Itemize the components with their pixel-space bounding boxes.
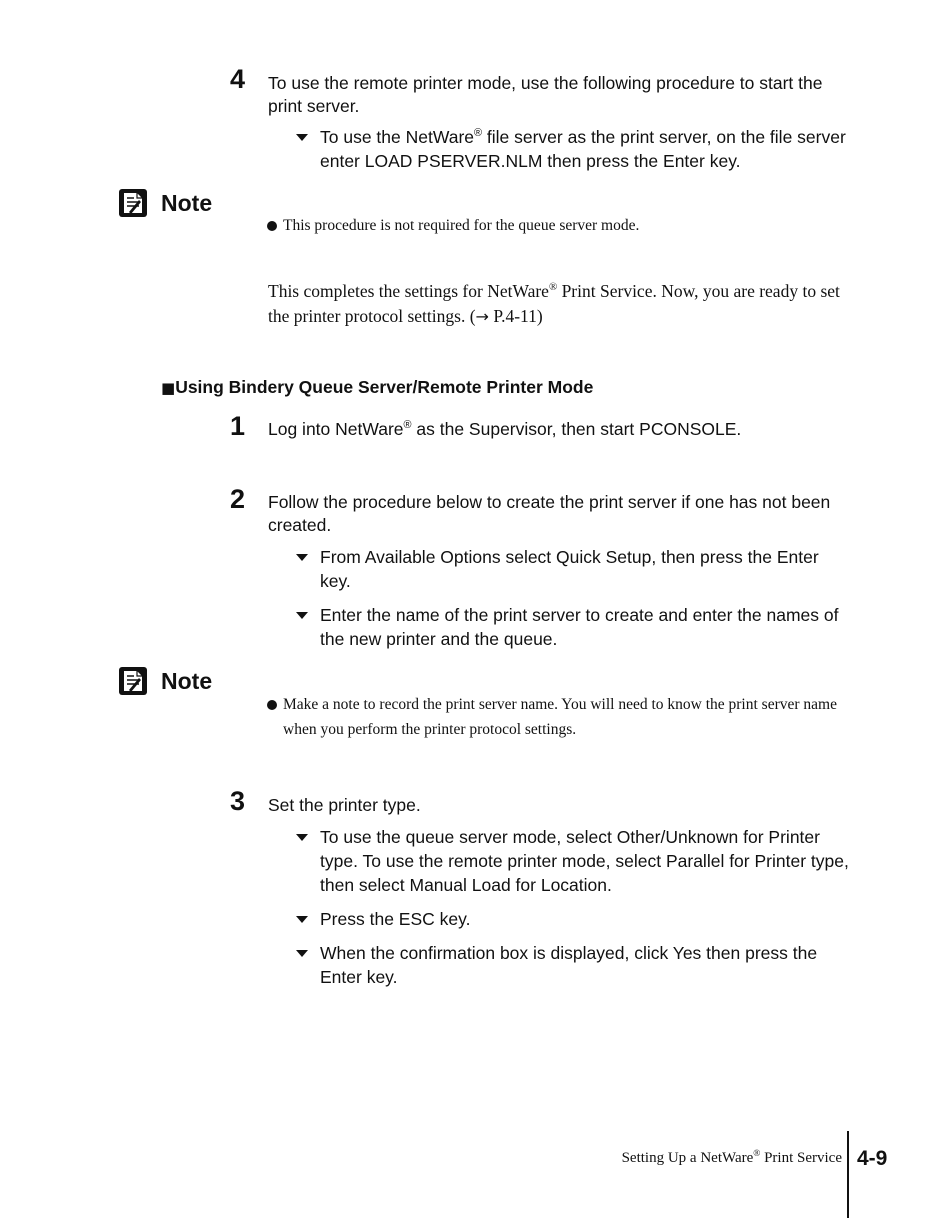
- list-item: To use the queue server mode, select Other/Unknown for Printer type. To use the remote printer mode, select Parallel for Printer type, then select Manual Load for Location.: [320, 825, 850, 897]
- list-item: To use the NetWare® file server as the print server, on the file server enter LOAD PSERVER.NLM then press the Enter key.: [320, 125, 850, 173]
- triangle-bullet-icon: [296, 834, 308, 841]
- arrow-right-icon: →: [475, 307, 489, 326]
- bullet-dot-icon: [267, 700, 277, 710]
- triangle-bullet-icon: [296, 950, 308, 957]
- list-item: This procedure is not required for the queue server mode.: [283, 213, 843, 238]
- triangle-bullet-icon: [296, 612, 308, 619]
- list-item: When the confirmation box is displayed, click Yes then press the Enter key.: [320, 941, 850, 989]
- list-item: Press the ESC key.: [320, 907, 850, 931]
- square-bullet-icon: ■: [161, 379, 176, 397]
- note-label: Note: [161, 668, 213, 694]
- footer-divider: [847, 1131, 849, 1218]
- list-item: Enter the name of the print server to create and enter the names of the new printer and the queue.: [320, 603, 850, 651]
- step-number: 4: [230, 64, 246, 94]
- list-item: From Available Options select Quick Setup, then press the Enter key.: [320, 545, 850, 593]
- completion-paragraph: This completes the settings for NetWare® Print Service. Now, you are ready to set the printer protocol settings. (→ P.4-11): [268, 281, 840, 326]
- list-item: Make a note to record the print server name. You will need to know the print server name when you perform the printer protocol settings.: [283, 692, 845, 742]
- page-number: 4-9: [857, 1147, 888, 1170]
- step-number: 3: [230, 786, 246, 816]
- step-text: Follow the procedure below to create the print server if one has not been created.: [268, 492, 831, 535]
- step-text: To use the remote printer mode, use the following procedure to start the print server.: [268, 73, 823, 116]
- step-text: Set the printer type.: [268, 795, 421, 815]
- step-text: Log into NetWare® as the Supervisor, then start PCONSOLE.: [268, 419, 742, 439]
- step-number: 1: [230, 411, 246, 441]
- footer-title: Setting Up a NetWare® Print Service: [621, 1149, 842, 1166]
- bullet-dot-icon: [267, 221, 277, 231]
- note-icon: [118, 188, 148, 218]
- triangle-bullet-icon: [296, 916, 308, 923]
- triangle-bullet-icon: [296, 134, 308, 141]
- section-heading: ■Using Bindery Queue Server/Remote Printer Mode: [161, 377, 594, 397]
- note-icon: [118, 666, 148, 696]
- triangle-bullet-icon: [296, 554, 308, 561]
- note-label: Note: [161, 190, 213, 216]
- step-number: 2: [230, 484, 246, 514]
